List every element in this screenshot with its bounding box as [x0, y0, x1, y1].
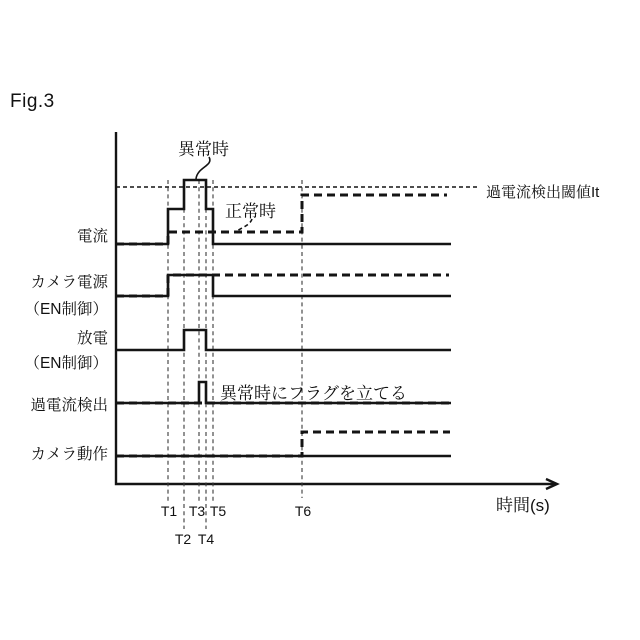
figure-number-label: Fig.3 [10, 91, 55, 112]
row-label-camera-power: カメラ電源 [30, 274, 108, 291]
time-label-T4: T4 [197, 531, 215, 547]
signal-current-normal [116, 195, 447, 244]
row-label-current: 電流 [76, 228, 108, 245]
signal-discharge-abnormal [116, 330, 451, 350]
annotation-normal: 正常時 [225, 202, 276, 221]
row-label-overcurrent-detect: 過電流検出 [30, 397, 108, 414]
abnormal-callout-line [196, 157, 210, 179]
time-label-T1: T1 [160, 503, 178, 519]
row-label-camera-operation: カメラ動作 [30, 446, 108, 463]
x-axis-label: 時間(s) [496, 496, 550, 515]
row-label-camera-power-en: （EN制御） [24, 301, 108, 318]
time-label-T6: T6 [294, 503, 312, 519]
signal-camera-operation-normal [116, 432, 450, 456]
row-label-discharge: 放電 [76, 330, 108, 347]
time-label-T3: T3 [188, 503, 206, 519]
threshold-label: 過電流検出閾値It [486, 184, 600, 201]
annotation-flag: 異常時にフラグを立てる [220, 384, 407, 403]
row-label-discharge-en: （EN制御） [24, 355, 108, 372]
time-label-T2: T2 [174, 531, 192, 547]
signal-camera-power-normal [116, 275, 449, 296]
signal-camera-power-abnormal [116, 275, 451, 296]
annotation-abnormal: 異常時 [178, 140, 229, 159]
signal-current-abnormal [116, 180, 451, 244]
time-label-T5: T5 [209, 503, 227, 519]
